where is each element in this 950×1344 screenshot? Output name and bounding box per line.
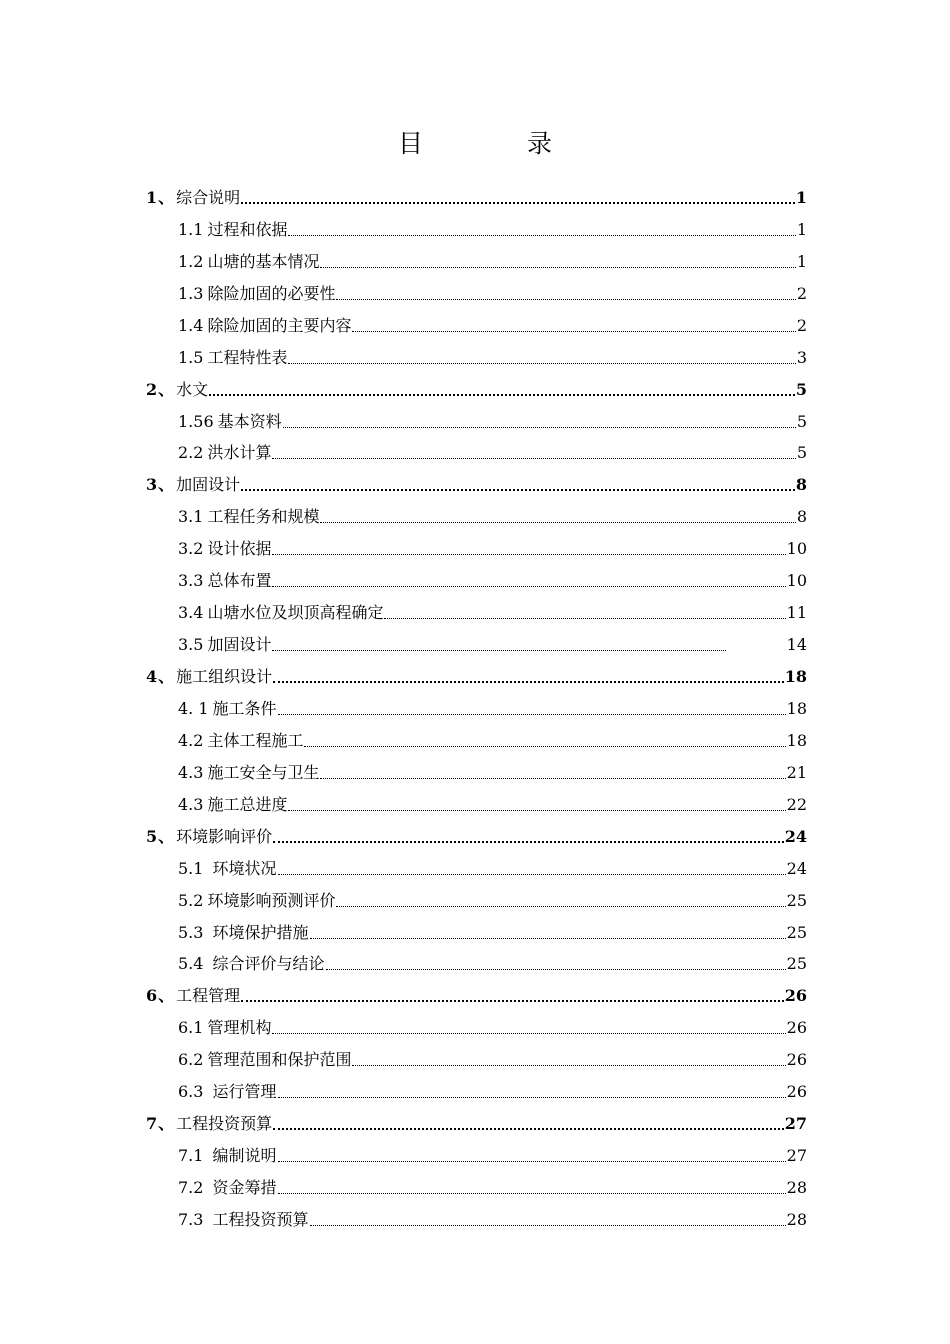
page-number: 24 [786, 858, 807, 878]
entry-number: 3.2 [178, 539, 204, 559]
entry-title: 加固设计 [176, 475, 241, 495]
page-number: 26 [786, 1050, 807, 1070]
page-number: 10 [786, 539, 807, 559]
entry-title: 环境状况 [207, 858, 277, 878]
toc-section-entry [146, 208, 807, 240]
page-number: 18 [786, 698, 807, 718]
entry-number: 4.3 [178, 794, 204, 814]
toc-section-entry [146, 623, 807, 655]
toc-chapter-entry [146, 1102, 807, 1134]
page-number: 14 [786, 635, 807, 655]
entry-title: 综合评价与结论 [207, 954, 325, 974]
entry-number: 5.4 [178, 954, 204, 974]
entry-number: 2.2 [178, 443, 204, 463]
entry-separator: 、 [158, 475, 175, 495]
entry-title: 除险加固的主要内容 [207, 315, 352, 335]
entry-number: 6 [146, 986, 158, 1006]
dot-leader [288, 233, 795, 236]
entry-title: 环境影响评价 [176, 826, 273, 846]
entry-number: 1.2 [178, 251, 204, 271]
toc-section-entry [146, 495, 807, 527]
dot-leader [272, 552, 785, 555]
page-number: 27 [784, 1114, 807, 1134]
entry-number: 6.1 [178, 1018, 204, 1038]
toc-section-entry [146, 719, 807, 751]
page-number: 1 [796, 219, 807, 239]
entry-title: 综合说明 [176, 187, 241, 207]
page-number: 26 [786, 1018, 807, 1038]
page-number: 5 [796, 411, 807, 431]
toc-chapter-entry [146, 655, 807, 687]
entry-title: 工程管理 [176, 986, 241, 1006]
entry-separator: 、 [158, 379, 175, 399]
page-number: 25 [786, 922, 807, 942]
entry-title: 洪水计算 [207, 443, 272, 463]
toc-chapter-entry [146, 815, 807, 847]
toc-chapter-entry [146, 368, 807, 400]
entry-title: 加固设计 [207, 635, 272, 655]
entry-title: 水文 [176, 379, 209, 399]
page-number: 18 [786, 730, 807, 750]
dot-leader [304, 744, 785, 747]
entry-title: 山塘的基本情况 [207, 251, 320, 271]
entry-number: 2 [146, 379, 158, 399]
page-number: 5 [795, 379, 807, 399]
entry-number: 3.1 [178, 507, 204, 527]
toc-section-entry [146, 527, 807, 559]
toc-section-entry [146, 879, 807, 911]
toc-section-entry [146, 591, 807, 623]
entry-number: 1.3 [178, 283, 204, 303]
toc-chapter-entry [146, 974, 807, 1006]
page-number: 26 [786, 1082, 807, 1102]
dot-leader [310, 1223, 786, 1226]
dot-leader [288, 808, 785, 811]
entry-number: 7.1 [178, 1146, 204, 1166]
toc-section-entry [146, 751, 807, 783]
page-number: 2 [796, 315, 807, 335]
entry-number: 5.2 [178, 890, 204, 910]
entry-title: 山塘水位及坝顶高程确定 [207, 603, 384, 623]
page-number: 22 [786, 794, 807, 814]
entry-title: 环境保护措施 [207, 922, 309, 942]
page-number: 28 [786, 1178, 807, 1197]
dot-leader [241, 200, 795, 204]
entry-title: 施工安全与卫生 [207, 762, 320, 782]
dot-leader [352, 329, 795, 332]
dot-leader [288, 361, 795, 364]
entry-title: 施工条件 [212, 698, 277, 718]
toc-section-entry [146, 1006, 807, 1038]
entry-title: 工程任务和规模 [207, 507, 320, 527]
entry-title: 管理机构 [207, 1018, 272, 1038]
entry-title: 管理范围和保护范围 [207, 1050, 352, 1070]
toc-section-entry [146, 1038, 807, 1070]
toc-section-entry [146, 783, 807, 815]
dot-leader [273, 1126, 784, 1130]
entry-number: 5.1 [178, 858, 204, 878]
dot-leader [336, 297, 795, 300]
entry-number: 1.5 [178, 347, 204, 367]
entry-title: 总体布置 [207, 571, 272, 591]
page-number: 26 [784, 986, 807, 1006]
dot-leader [272, 648, 726, 651]
toc-chapter-entry [146, 463, 807, 495]
dot-leader [278, 872, 786, 875]
dot-leader [273, 679, 784, 683]
page-number: 5 [796, 443, 807, 463]
entry-separator: 、 [158, 986, 175, 1006]
entry-title: 编制说明 [207, 1146, 277, 1166]
page-number: 8 [796, 507, 807, 527]
dot-leader [209, 392, 795, 396]
page-title: 目 录 [398, 129, 600, 158]
entry-title: 工程投资预算 [207, 1209, 309, 1229]
page-number: 25 [786, 890, 807, 910]
entry-title: 施工组织设计 [176, 667, 273, 686]
entry-title: 基本资料 [217, 411, 282, 431]
dot-leader [278, 1191, 786, 1194]
toc-section-entry [146, 432, 807, 464]
entry-title: 除险加固的必要性 [207, 283, 336, 303]
toc-section-entry [146, 1198, 807, 1230]
page-number: 27 [786, 1146, 807, 1166]
entry-title: 运行管理 [207, 1082, 277, 1102]
entry-number: 7.2 [178, 1178, 204, 1197]
entry-title: 过程和依据 [207, 219, 288, 239]
entry-number: 3.3 [178, 571, 204, 591]
entry-number: 1.1 [178, 219, 204, 239]
entry-number: 3.4 [178, 603, 204, 623]
entry-title: 主体工程施工 [207, 730, 304, 750]
page-number: 8 [795, 475, 807, 495]
toc-section-entry [146, 304, 807, 336]
page-number: 10 [786, 571, 807, 591]
toc-section-entry [146, 1070, 807, 1102]
entry-title: 工程特性表 [207, 347, 288, 367]
entry-number: 6.3 [178, 1082, 204, 1102]
entry-separator: 、 [158, 187, 175, 207]
dot-leader [272, 1031, 785, 1034]
dot-leader [273, 839, 784, 843]
dot-leader [384, 616, 785, 619]
page-number: 28 [786, 1209, 807, 1229]
dot-leader [336, 904, 785, 907]
entry-number: 4.2 [178, 730, 204, 750]
entry-separator: 、 [158, 1114, 175, 1134]
page-number: 2 [796, 283, 807, 303]
dot-leader [241, 487, 795, 491]
dot-leader [320, 520, 795, 523]
entry-number: 5.3 [178, 922, 204, 942]
entry-number: 7.3 [178, 1209, 204, 1229]
entry-number: 1 [146, 187, 158, 207]
entry-number: 4.3 [178, 762, 204, 782]
entry-title: 资金筹措 [207, 1178, 277, 1197]
toc-section-entry [146, 943, 807, 975]
toc-section-entry [146, 911, 807, 943]
entry-separator: 、 [158, 826, 175, 846]
dot-leader [278, 712, 786, 715]
entry-separator: 、 [158, 667, 175, 686]
dot-leader [352, 1063, 785, 1066]
dot-leader [320, 776, 785, 779]
toc-section-entry [146, 240, 807, 272]
entry-title: 工程投资预算 [176, 1114, 273, 1134]
page-number: 1 [796, 251, 807, 271]
dot-leader [272, 456, 795, 459]
toc-section-entry [146, 336, 807, 368]
toc-section-entry [146, 400, 807, 432]
entry-title: 施工总进度 [207, 794, 288, 814]
toc-section-entry [146, 559, 807, 591]
page-number: 21 [786, 762, 807, 782]
table-of-contents [146, 176, 807, 1230]
dot-leader [278, 1095, 786, 1098]
page-number: 25 [786, 954, 807, 974]
dot-leader [310, 936, 786, 939]
entry-number: 3 [146, 475, 158, 495]
entry-number: 1.4 [178, 315, 204, 335]
entry-number: 6.2 [178, 1050, 204, 1070]
page-number: 3 [796, 347, 807, 367]
page-number: 24 [784, 826, 807, 846]
dot-leader [278, 1159, 786, 1162]
entry-number: 3.5 [178, 635, 204, 655]
entry-title: 设计依据 [207, 539, 272, 559]
dot-leader [272, 584, 785, 587]
entry-number: 7 [146, 1114, 158, 1134]
entry-number: 4 [146, 667, 158, 686]
dot-leader [326, 967, 786, 970]
entry-number: 1.56 [178, 411, 214, 431]
page-number: 1 [795, 187, 807, 207]
toc-section-entry [146, 1134, 807, 1166]
entry-title: 环境影响预测评价 [207, 890, 336, 910]
dot-leader [241, 998, 784, 1002]
entry-number: 5 [146, 826, 158, 846]
dot-leader [283, 425, 796, 428]
entry-number: 4. 1 [178, 698, 209, 718]
page-number: 18 [784, 667, 807, 686]
dot-leader [320, 265, 795, 268]
toc-section-entry [146, 847, 807, 879]
toc-chapter-entry [146, 176, 807, 208]
toc-section-entry [146, 1166, 807, 1198]
page-number: 11 [786, 603, 807, 623]
toc-section-entry [146, 272, 807, 304]
toc-section-entry [146, 687, 807, 719]
